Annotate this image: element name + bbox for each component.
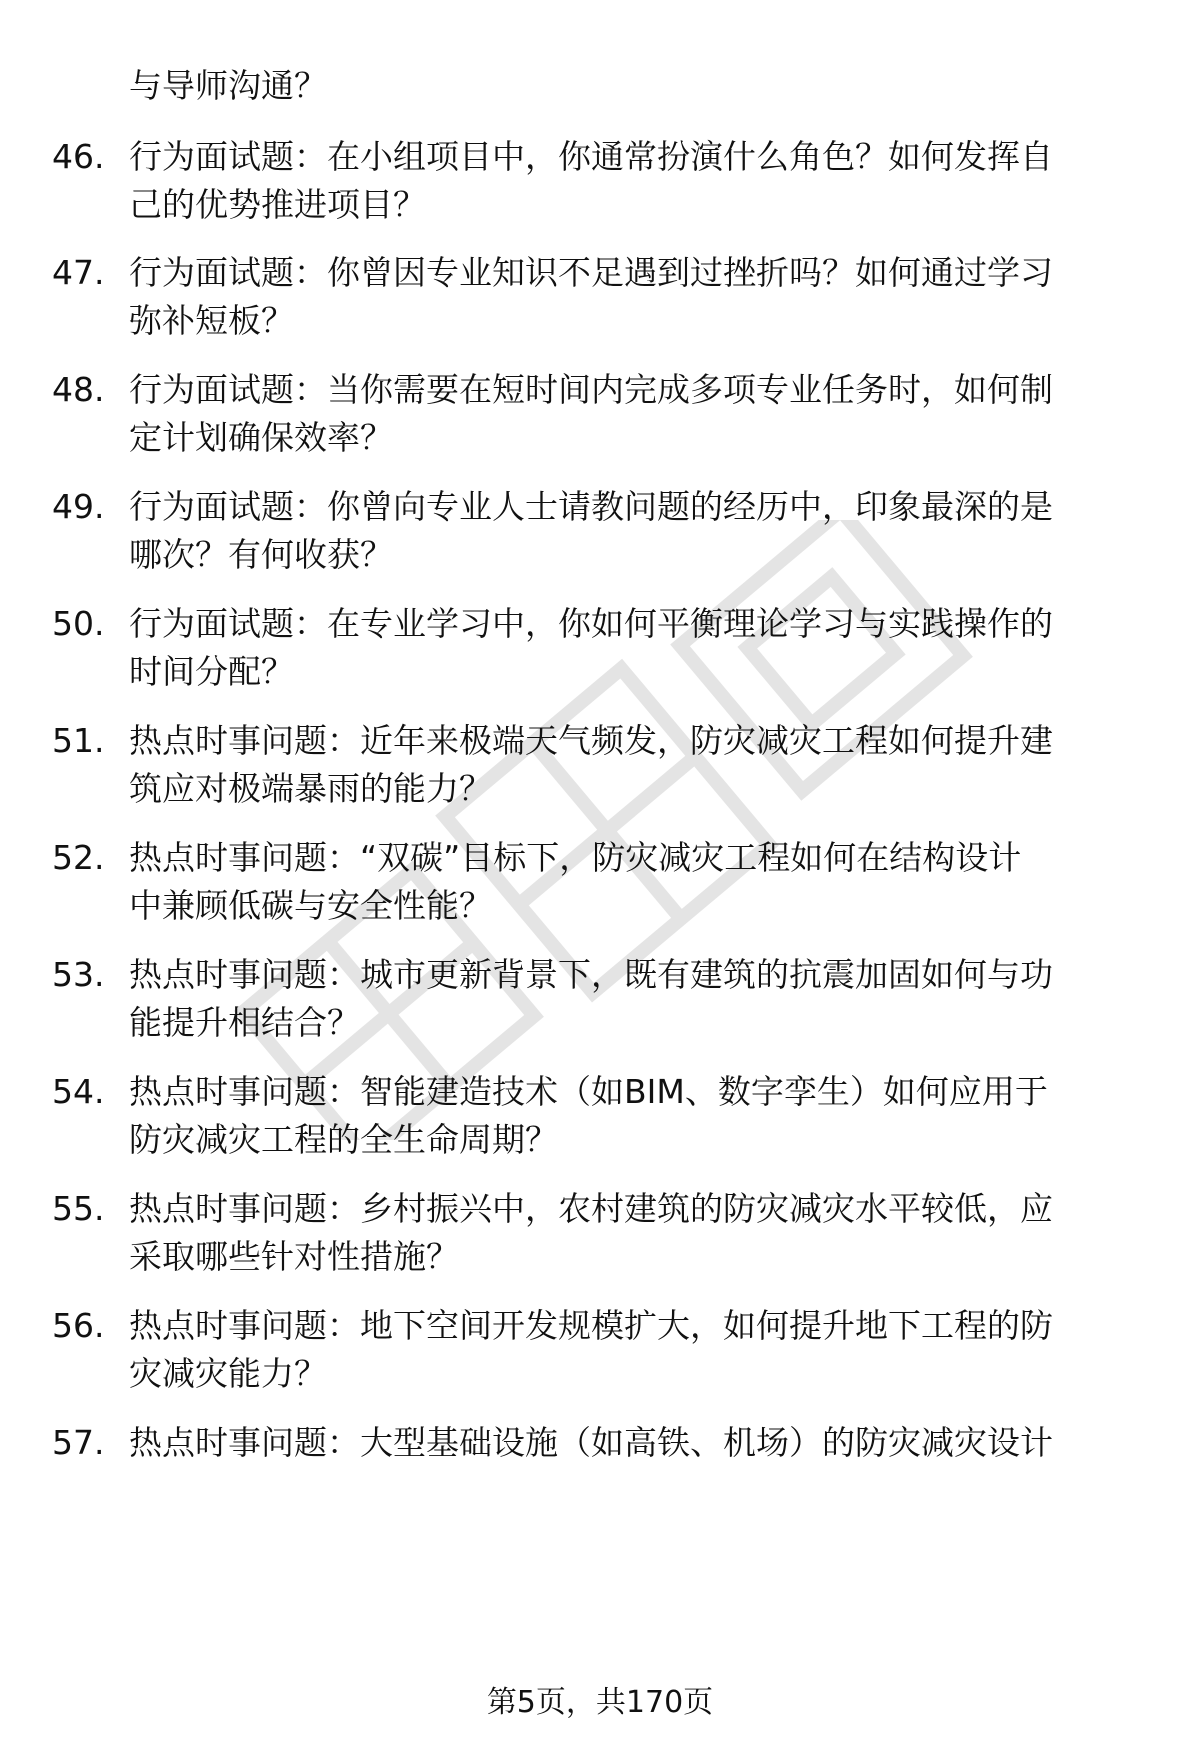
question-text: 行为面试题：在专业学习中，你如何平衡理论学习与实践操作的 时间分配？ bbox=[129, 604, 1053, 691]
question-number: 46. bbox=[52, 137, 105, 176]
question-number: 53. bbox=[52, 955, 105, 994]
question-number: 48. bbox=[52, 370, 105, 409]
question-number: 56. bbox=[52, 1306, 105, 1345]
question-number: 47. bbox=[52, 253, 105, 292]
question-text: 热点时事问题：大型基础设施（如高铁、机场）的防灾减灾设计 bbox=[129, 1423, 1053, 1462]
question-text: 热点时事问题：智能建造技术（如BIM、数字孪生）如何应用于 防灾减灾工程的全生命周期？ bbox=[129, 1072, 1048, 1159]
question-text: 行为面试题：当你需要在短时间内完成多项专业任务时，如何制 定计划确保效率？ bbox=[129, 370, 1053, 457]
question-number: 50. bbox=[52, 604, 105, 643]
page-footer: 第5页，共170页 bbox=[486, 1685, 714, 1720]
question-text: 行为面试题：你曾向专业人士请教问题的经历中，印象最深的是 哪次？有何收获？ bbox=[129, 487, 1053, 574]
question-number: 54. bbox=[52, 1072, 105, 1111]
question-number: 51. bbox=[52, 721, 105, 760]
question-number: 49. bbox=[52, 487, 105, 526]
question-text: 热点时事问题：近年来极端天气频发，防灾减灾工程如何提升建 筑应对极端暴雨的能力？ bbox=[129, 721, 1053, 808]
question-text: 行为面试题：你曾因专业知识不足遇到过挫折吗？如何通过学习 弥补短板？ bbox=[129, 253, 1053, 340]
question-number: 55. bbox=[52, 1189, 105, 1228]
question-text: 热点时事问题：地下空间开发规模扩大，如何提升地下工程的防 灾减灾能力？ bbox=[129, 1306, 1053, 1393]
question-text: 热点时事问题：乡村振兴中，农村建筑的防灾减灾水平较低，应 采取哪些针对性措施？ bbox=[129, 1189, 1053, 1276]
question-text: 热点时事问题：“双碳”目标下，防灾减灾工程如何在结构设计 中兼顾低碳与安全性能？ bbox=[129, 838, 1022, 925]
question-text: 行为面试题：在小组项目中，你通常扮演什么角色？如何发挥自 己的优势推进项目？ bbox=[129, 137, 1053, 224]
question-text: 热点时事问题：城市更新背景下，既有建筑的抗震加固如何与功 能提升相结合？ bbox=[129, 955, 1053, 1042]
question-number: 52. bbox=[52, 838, 105, 877]
continued-question-text: 与导师沟通？ bbox=[129, 66, 327, 105]
question-number: 57. bbox=[52, 1423, 105, 1462]
